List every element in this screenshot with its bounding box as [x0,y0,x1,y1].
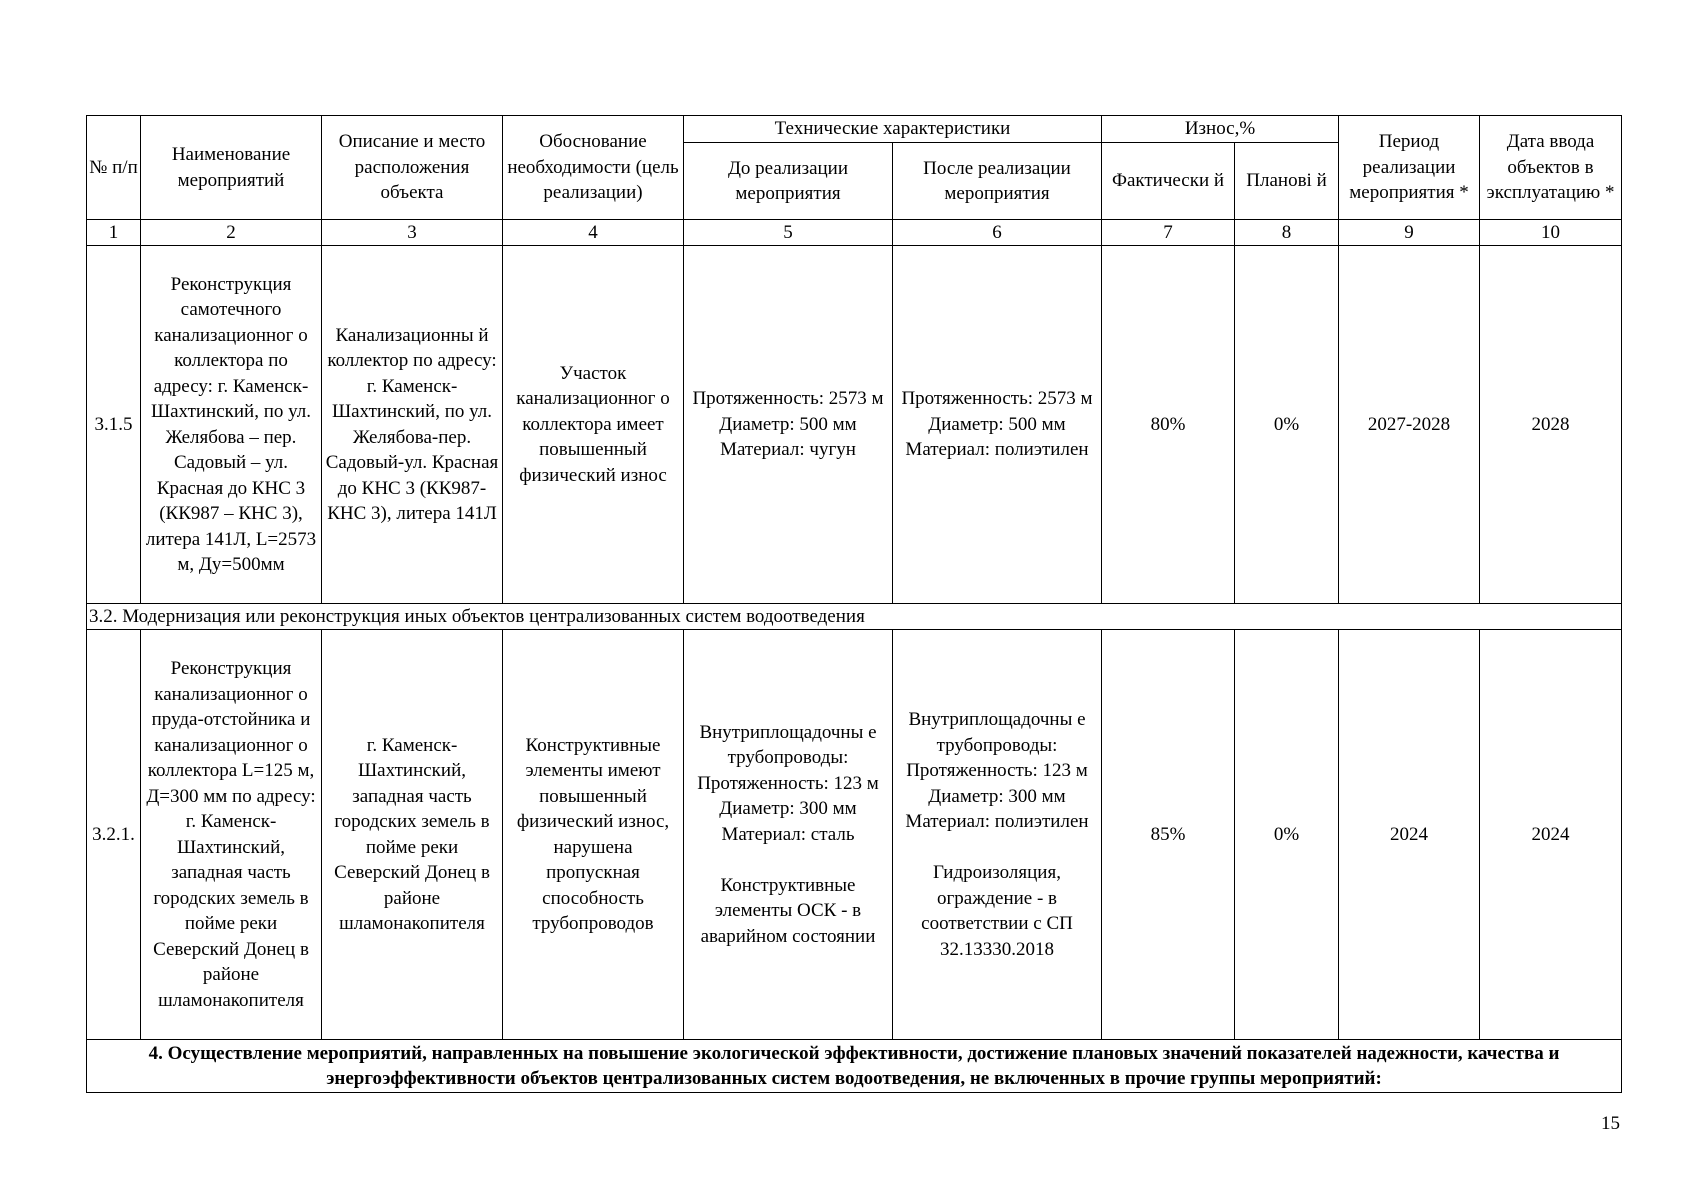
row-before: Внутриплощадочны е трубопроводы: Протяженность: 123 м Диаметр: 300 мм Материал: сталь Конструктивные элементы ОСК - в аварийном состоянии [684,630,893,1040]
header-actual: Фактически й [1102,143,1235,220]
col-number: 8 [1235,220,1339,246]
row-actual-wear: 80% [1102,246,1235,604]
header-description: Описание и место расположения объекта [322,116,503,220]
header-no: № п/п [87,116,141,220]
page-number: 15 [1601,1113,1620,1134]
table-row [87,246,1622,604]
row-no: 3.2.1. [87,630,141,1040]
header-name: Наименование мероприятий [141,116,322,220]
section-row [87,604,1622,630]
row-description: г. Каменск-Шахтинский, западная часть городских земель в пойме реки Северский Донец в районе шламонакопителя [322,630,503,1040]
header-before: До реализации мероприятия [684,143,893,220]
header-date: Дата ввода объектов в эксплуатацию * [1480,116,1622,220]
row-description: Канализационны й коллектор по адресу: г. Каменск-Шахтинский, по ул. Желябова-пер. Садовый-ул. Красная до КНС 3 (КК987-КНС 3), литера 141Л [322,246,503,604]
header-wear: Износ,% [1102,116,1339,143]
header-planned: Планові й [1235,143,1339,220]
row-date: 2024 [1480,630,1622,1040]
row-justification: Участок канализационног о коллектора имеет повышенный физический износ [503,246,684,604]
row-planned-wear: 0% [1235,246,1339,604]
row-planned-wear: 0% [1235,630,1339,1040]
col-number: 5 [684,220,893,246]
section-heading: 3.2. Модернизация или реконструкция иных объектов централизованных систем водоотведения [87,604,1622,630]
col-number: 6 [893,220,1102,246]
col-number: 4 [503,220,684,246]
section-heading-bold: 4. Осуществление мероприятий, направленных на повышение экологической эффективности, достижение плановых значений показателей надежности, качества и энергоэффективности объектов централизованных систем водоотведения, не включенных в прочие группы мероприятий: [87,1040,1622,1093]
header-tech: Технические характеристики [684,116,1102,143]
header-period: Период реализации мероприятия * [1339,116,1480,220]
col-number: 9 [1339,220,1480,246]
row-before: Протяженность: 2573 м Диаметр: 500 мм Материал: чугун [684,246,893,604]
table-row [87,630,1622,1040]
row-after: Внутриплощадочны е трубопроводы: Протяженность: 123 м Диаметр: 300 мм Материал: полиэтилен Гидроизоляция, ограждение - в соответствии с СП 32.13330.2018 [893,630,1102,1040]
row-period: 2024 [1339,630,1480,1040]
row-name: Реконструкция канализационног о пруда-отстойника и канализационног о коллектора L=125 м, Д=300 мм по адресу: г. Каменск-Шахтинский, западная часть городских земель в пойме реки Северский Донец в районе шламонакопителя [141,630,322,1040]
row-date: 2028 [1480,246,1622,604]
row-after: Протяженность: 2573 м Диаметр: 500 мм Материал: полиэтилен [893,246,1102,604]
col-number: 3 [322,220,503,246]
row-actual-wear: 85% [1102,630,1235,1040]
row-justification: Конструктивные элементы имеют повышенный физический износ, нарушена пропускная способность трубопроводов [503,630,684,1040]
col-number: 10 [1480,220,1622,246]
measures-table [86,115,1622,1093]
section-row [87,1040,1622,1093]
header-justification: Обоснование необходимости (цель реализации) [503,116,684,220]
col-number: 7 [1102,220,1235,246]
col-number: 1 [87,220,141,246]
header-after: После реализации мероприятия [893,143,1102,220]
row-period: 2027-2028 [1339,246,1480,604]
col-number: 2 [141,220,322,246]
row-name: Реконструкция самотечного канализационног о коллектора по адресу: г. Каменск-Шахтинский, по ул. Желябова – пер. Садовый – ул. Красная до КНС 3 (КК987 – КНС 3), литера 141Л, L=2573 м, Ду=500мм [141,246,322,604]
row-no: 3.1.5 [87,246,141,604]
